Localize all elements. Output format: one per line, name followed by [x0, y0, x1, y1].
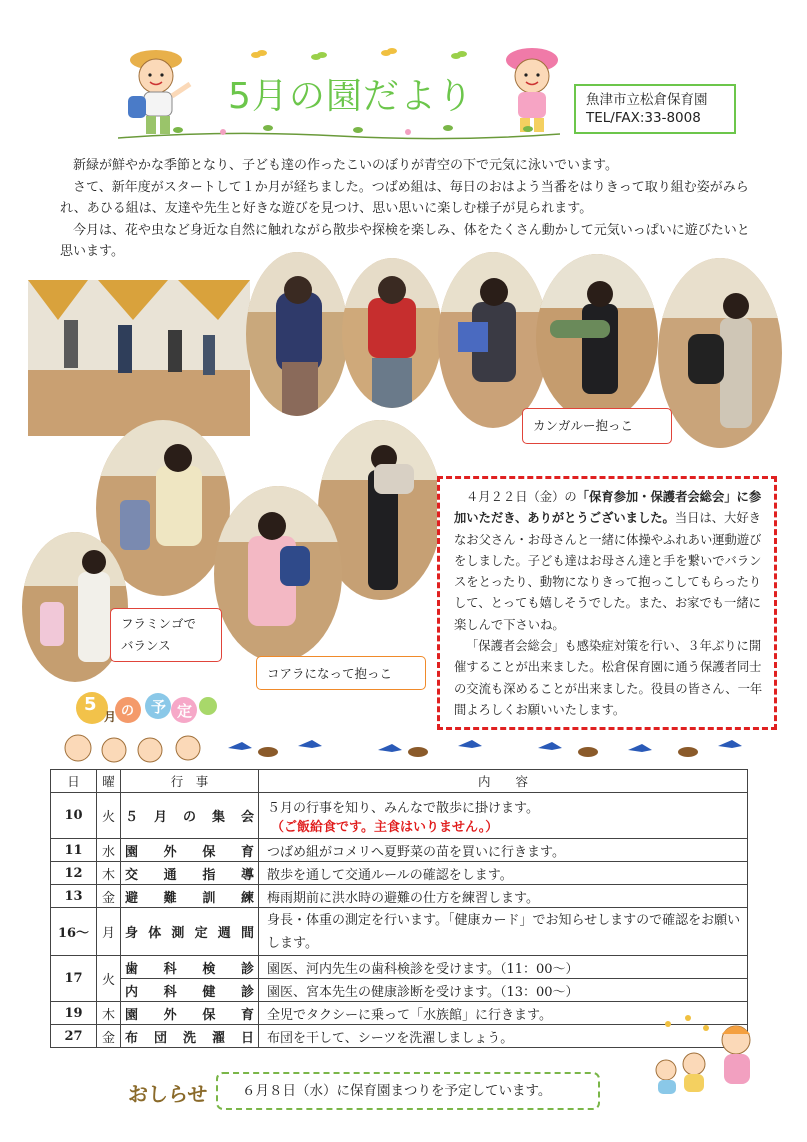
row-event: 園外保育 [121, 839, 259, 862]
table-row [51, 979, 748, 1002]
photo-oval-1 [246, 252, 348, 416]
row-content: 身長・体重の測定を行います。「健康カード」でお知らせしますので確認をお願いします。 [259, 908, 748, 956]
table-row [51, 1025, 748, 1048]
row-event: 内科健診 [121, 979, 259, 1002]
swallows-decoration [218, 732, 778, 762]
row-content: 梅雨期前に洪水時の避難の仕方を練習します。 [259, 885, 748, 908]
row-weekday: 火 [97, 793, 121, 839]
row-weekday: 月 [97, 908, 121, 956]
row-content-note: （ご飯給食です。主食はいりません。） [271, 819, 499, 835]
caption-flamingo-line1: フラミンゴで [121, 616, 197, 631]
notice-box [437, 476, 777, 730]
oshirase-text: ６月８日（水）に保育園まつりを予定しています。 [242, 1083, 552, 1099]
row-event: 交通指導 [121, 862, 259, 885]
table-row [51, 862, 748, 885]
row-content-text: ５月の行事を知り、みんなで散歩に掛けます。 [267, 800, 539, 816]
caption-flamingo [110, 608, 222, 662]
school-name: 魚津市立松倉保育園 [586, 92, 708, 108]
row-event: 歯科検診 [121, 956, 259, 979]
row-day: 10 [51, 793, 97, 839]
photo-gym-group [28, 280, 250, 436]
row-day: 12 [51, 862, 97, 885]
photo-oval-2 [342, 258, 442, 408]
row-weekday: 木 [97, 862, 121, 885]
row-day: 16～ [51, 908, 97, 956]
row-event: 避難訓練 [121, 885, 259, 908]
schedule-table [50, 769, 748, 1048]
row-weekday: 火 [97, 956, 121, 1002]
row-event: ５月の集会 [121, 793, 259, 839]
row-content: 園医、河内先生の歯科検診を受けます。（11：00～） [259, 956, 748, 979]
intro-paragraph: 新緑が鮮やかな季節となり、子ども達の作ったこいのぼりが青空の下で元気に泳いでいます。 [73, 158, 618, 173]
photo-oval-9 [214, 486, 342, 662]
row-content: 園医、宮本先生の健康診断を受けます。（13：00～） [259, 979, 748, 1002]
row-day: 13 [51, 885, 97, 908]
school-tel-fax: TEL/FAX:33-8008 [586, 110, 701, 126]
header-day: 日 [51, 770, 97, 793]
schedule-badge-char: 定 [177, 702, 193, 720]
row-event: 園外保育 [121, 1002, 259, 1025]
row-content: 散歩を通して交通ルールの確認をします。 [259, 862, 748, 885]
table-row [51, 793, 748, 839]
schedule-badge-char: 月 [104, 710, 117, 724]
table-row [51, 1002, 748, 1025]
caption-flamingo-line2: バランス [121, 638, 171, 653]
header-event: 行 事 [121, 770, 259, 793]
table-header-row [51, 770, 748, 793]
row-weekday: 水 [97, 839, 121, 862]
oshirase-box [216, 1072, 600, 1110]
caption-kangaroo: カンガルー抱っこ [522, 408, 672, 444]
table-row [51, 839, 748, 862]
intro-text [60, 155, 752, 263]
row-content [259, 793, 748, 839]
table-row [51, 885, 748, 908]
oshirase-label: おしらせ [128, 1082, 208, 1106]
row-day: 27 [51, 1025, 97, 1048]
row-content: 布団を干して、シーツを洗濯しましょう。 [259, 1025, 748, 1048]
row-content: つばめ組がコメリへ夏野菜の苗を買いに行きます。 [259, 839, 748, 862]
schedule-badge-char: の [121, 704, 135, 719]
header-weekday: 曜 [97, 770, 121, 793]
table-row [51, 956, 748, 979]
photo-oval-4 [536, 254, 658, 422]
caption-koala: コアラになって抱っこ [256, 656, 426, 690]
row-event: 身体測定週間 [121, 908, 259, 956]
row-event: 布団洗濯日 [121, 1025, 259, 1048]
notice-date: ４月２２日（金）の [466, 490, 577, 504]
vine-decoration [118, 120, 560, 146]
intro-paragraph: さて、新年度がスタートして１か月が経ちました。つばめ組は、毎日のおはよう当番をはりきって取り組む姿がみられ、あひる組は、友達や先生と好きな遊びを見つけ、思い思いに楽しむ様子が見られます。 [60, 179, 749, 216]
schedule-badge-char: 5 [84, 694, 97, 715]
children-dandelion-illustration [648, 1010, 768, 1096]
schedule-badge [58, 688, 218, 764]
photo-oval-5 [658, 258, 782, 448]
notice-body: 当日は、大好きなお父さん・お母さんと一緒に体操やふれあい運動遊びをしました。子ども達はお母さん達と手を繋いでバランスをとったり、動物になりきって抱っこしてもらったりして、とっても嬉しそうでした。また、お家でも一緒に楽しんで下さいね。 [454, 511, 762, 632]
intro-paragraph: 今月は、花や虫など身近な自然に触れながら散歩や探検を楽しみ、体をたくさん動かして元気いっぱいに遊びたいと思います。 [60, 222, 750, 259]
row-weekday: 金 [97, 885, 121, 908]
page-title: 5月の園だより [228, 76, 474, 117]
notice-thanks: 「保育参加・保護者会総会」に参加いただき、ありがとうございました。 [454, 490, 762, 526]
school-info-box [574, 84, 736, 134]
row-day: 19 [51, 1002, 97, 1025]
photo-oval-3 [438, 252, 548, 428]
row-weekday: 金 [97, 1025, 121, 1048]
notice-paragraph-1 [454, 487, 764, 636]
notice-paragraph-2: 「保護者会総会」も感染症対策を行い、３年ぶりに開催することが出来ました。松倉保育園に通う保護者同士の交流も深めることが出来ました。役員の皆さん、一年間よろしくお願いいたします。 [454, 639, 763, 717]
table-row [51, 908, 748, 956]
row-weekday: 木 [97, 1002, 121, 1025]
row-day: 11 [51, 839, 97, 862]
row-content: 全児でタクシーに乗って「水族館」に行きます。 [259, 1002, 748, 1025]
row-day: 17 [51, 956, 97, 1002]
schedule-badge-char: 予 [151, 698, 167, 716]
header-content: 内 容 [259, 770, 748, 793]
